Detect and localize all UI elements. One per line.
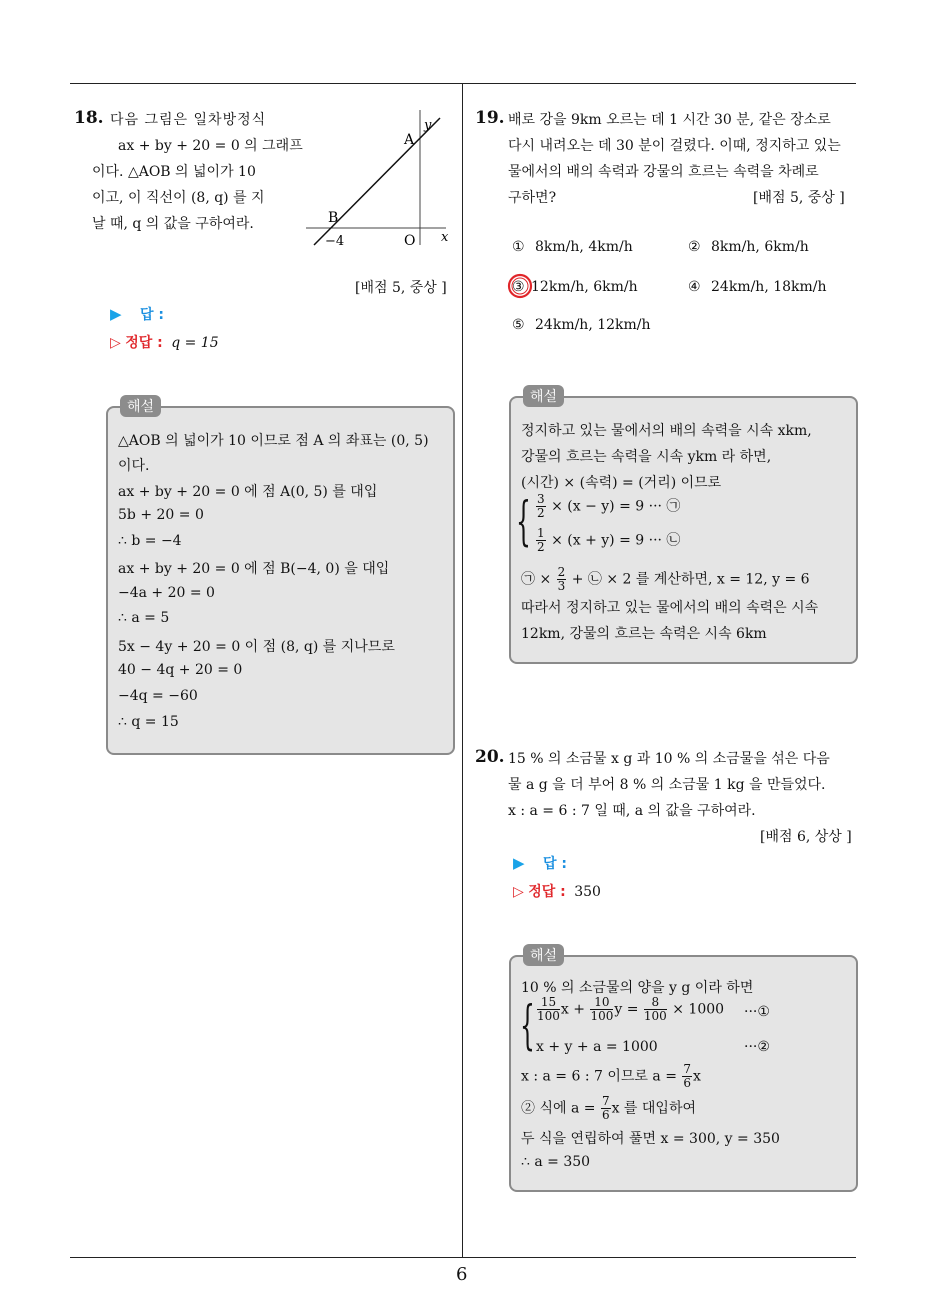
q18-exp-line-9: 5x − 4y + 20 = 0 이 점 (8, q) 를 지나므로 [118, 639, 395, 655]
q20-correct-value: 350 [574, 884, 601, 900]
q20-eq-2: x + y + a = 1000 [536, 1039, 658, 1055]
q18-label-o: O [404, 233, 416, 249]
q20-eq2-mark: ···② [744, 1039, 770, 1055]
q19-line-1: 배로 강을 9km 오르는 데 1 시간 30 분, 같은 장소로 [508, 112, 831, 128]
q19-choice-2[interactable] [688, 239, 809, 255]
q20-correct-label: 정답 : [528, 884, 566, 900]
q20-eq1-mark: ···① [744, 1004, 770, 1020]
play-icon: ▶ [513, 854, 525, 872]
q19-choice-2-text: 8km/h, 6km/h [711, 239, 809, 255]
q18-label-neg4: −4 [325, 234, 345, 249]
q19-line-4: 구하면? [508, 190, 557, 206]
q19-choice-1-mark: ① [512, 239, 525, 255]
q19-exp-line-2: 강물의 흐르는 속력을 시속 ykm 라 하면, [521, 449, 772, 465]
q19-choice-4-text: 24km/h, 18km/h [711, 279, 827, 295]
q19-eq2-frac: $\frac{1}{2}$ [537, 526, 545, 554]
q20-exp-line-4: ② 식에 a = $\frac{7}{6}$ x 를 대입하여 [521, 1094, 696, 1122]
q20-score: [배점 6, 상상 ] [760, 829, 852, 845]
q20-explanation-tag: 해설 [523, 944, 564, 966]
q19-exp-line-6: 12km, 강물의 흐르는 속력은 시속 6km [521, 626, 767, 642]
q18-exp-line-3: ax + by + 20 = 0 에 점 A(0, 5) 를 대입 [118, 484, 378, 500]
q19-choice-2-mark: ② [688, 239, 701, 255]
q18-exp-line-4: 5b + 20 = 0 [118, 507, 204, 523]
q20-exp-line-5: 두 식을 연립하여 풀면 x = 300, y = 350 [521, 1131, 780, 1147]
q19-eq-2: $\frac{1}{2}$ × (x + y) = 9 ··· ㉡ [537, 526, 681, 554]
q20-frac-8-100: $\frac{8}{100}$ [643, 995, 667, 1023]
q19-choice-1[interactable] [512, 239, 633, 255]
q18-exp-line-1: △AOB 의 넓이가 10 이므로 점 A 의 좌표는 (0, 5) [118, 433, 429, 449]
q20-exp-line-3: x : a = 6 : 7 이므로 a = $\frac{7}{6}$ x [521, 1062, 701, 1090]
q18-label-y: y [424, 118, 432, 133]
page-number: 6 [456, 1264, 468, 1285]
q18-label-x: x [441, 230, 449, 245]
q19-exp-line-4: ㉠ × $\frac{2}{3}$ + ㉡ × 2 를 계산하면, x = 12, y = 6 [521, 565, 810, 593]
q20-l3-frac: $\frac{7}{6}$ [683, 1062, 692, 1090]
play-icon: ▶ [110, 305, 122, 323]
q20-line-2: 물 a g 을 더 부어 8 % 의 소금물 1 kg 을 만들었다. [508, 777, 826, 793]
q20-exp-line-6: ∴ a = 350 [521, 1154, 591, 1170]
q18-exp-line-10: 40 − 4q + 20 = 0 [118, 662, 243, 678]
q20-answer-label: 답 : [543, 856, 567, 872]
q19-choice-5-text: 24km/h, 12km/h [535, 317, 651, 333]
q18-label-b: B [328, 210, 339, 226]
q18-line-4: 이고, 이 직선이 (8, q) 를 지 [92, 190, 265, 206]
q20-system-brace: { [520, 996, 535, 1056]
triangle-right-icon: ▷ [110, 335, 121, 351]
q19-choice-5-mark: ⑤ [512, 317, 525, 333]
q18-exp-line-12: ∴ q = 15 [118, 714, 179, 730]
q20-frac-15-100: $\frac{15}{100}$ [537, 995, 560, 1023]
q18-correct-value: q = 15 [171, 335, 219, 351]
q18-line-5: 날 때, q 의 값을 구하여라. [92, 216, 254, 232]
q19-line-3: 물에서의 배의 속력과 강물의 흐르는 속력을 차례로 [508, 164, 819, 180]
q18-answer-label: 답 : [140, 307, 164, 323]
q20-l4-frac: $\frac{7}{6}$ [601, 1094, 610, 1122]
q20-line-3: x : a = 6 : 7 일 때, a 의 값을 구하여라. [508, 803, 756, 819]
q20-exp-line-1: 10 % 의 소금물의 양을 y g 이라 하면 [521, 980, 754, 996]
q19-exp-line-1: 정지하고 있는 물에서의 배의 속력을 시속 xkm, [521, 423, 812, 439]
top-rule [70, 83, 856, 84]
q19-score: [배점 5, 중상 ] [753, 190, 845, 206]
q18-correct-label: 정답 : [125, 335, 163, 351]
q18-exp-line-7: −4a + 20 = 0 [118, 585, 215, 601]
q18-explanation-tag: 해설 [120, 395, 161, 417]
q20-frac-10-100: $\frac{10}{100}$ [590, 995, 614, 1023]
q18-exp-line-5: ∴ b = −4 [118, 533, 182, 549]
triangle-right-icon: ▷ [513, 884, 524, 900]
q19-choice-3-text: 12km/h, 6km/h [531, 279, 638, 295]
q19-l4-frac: $\frac{2}{3}$ [557, 565, 566, 593]
q19-choice-4-mark: ④ [688, 279, 701, 295]
q19-exp-line-3: (시간) × (속력) = (거리) 이므로 [521, 475, 722, 491]
q18-correct-row [110, 332, 219, 352]
q20-eq-1: $\frac{15}{100}$ x + $\frac{10}{100}$ y = $\frac{8}{100}$ × 1000 [537, 995, 725, 1023]
q18-exp-line-6: ax + by + 20 = 0 에 점 B(−4, 0) 을 대입 [118, 561, 390, 577]
q20-number: 20. [475, 747, 505, 767]
q18-exp-line-8: ∴ a = 5 [118, 610, 170, 626]
q19-line-2: 다시 내려오는 데 30 분이 걸렸다. 이때, 정지하고 있는 [508, 138, 841, 154]
q18-line-1: 다음 그림은 일차방정식 [110, 112, 267, 128]
q19-exp-line-5: 따라서 정지하고 있는 물에서의 배의 속력은 시속 [521, 600, 819, 616]
q18-exp-line-2: 이다. [118, 458, 150, 474]
q19-choice-5[interactable] [512, 317, 651, 333]
q18-exp-line-11: −4q = −60 [118, 688, 198, 704]
q19-explanation-tag: 해설 [523, 385, 564, 407]
q19-choice-3-mark: ③ [512, 279, 525, 295]
bottom-rule [70, 1257, 856, 1258]
q19-choice-1-text: 8km/h, 4km/h [535, 239, 633, 255]
q19-correct-circle-icon [506, 272, 534, 300]
q20-line-1: 15 % 의 소금물 x g 과 10 % 의 소금물을 섞은 다음 [508, 751, 830, 767]
q18-number: 18. [74, 108, 104, 128]
q18-line-2: ax + by + 20 = 0 의 그래프 [118, 138, 303, 154]
q19-number: 19. [475, 108, 505, 128]
q18-line-3: 이다. △AOB 의 넓이가 10 [92, 164, 256, 180]
q18-graph [300, 100, 460, 250]
q18-answer-row [110, 304, 164, 324]
q19-system-brace: { [516, 492, 531, 552]
q18-score: [배점 5, 중상 ] [355, 280, 447, 296]
q18-label-a: A [404, 132, 415, 148]
q19-eq1-frac: $\frac{3}{2}$ [537, 492, 545, 520]
q19-choice-4[interactable] [688, 279, 827, 295]
q20-correct-row [513, 881, 601, 901]
q20-answer-row [513, 853, 567, 873]
column-divider [462, 83, 463, 1258]
q19-eq-1: $\frac{3}{2}$ × (x − y) = 9 ··· ㉠ [537, 492, 681, 520]
